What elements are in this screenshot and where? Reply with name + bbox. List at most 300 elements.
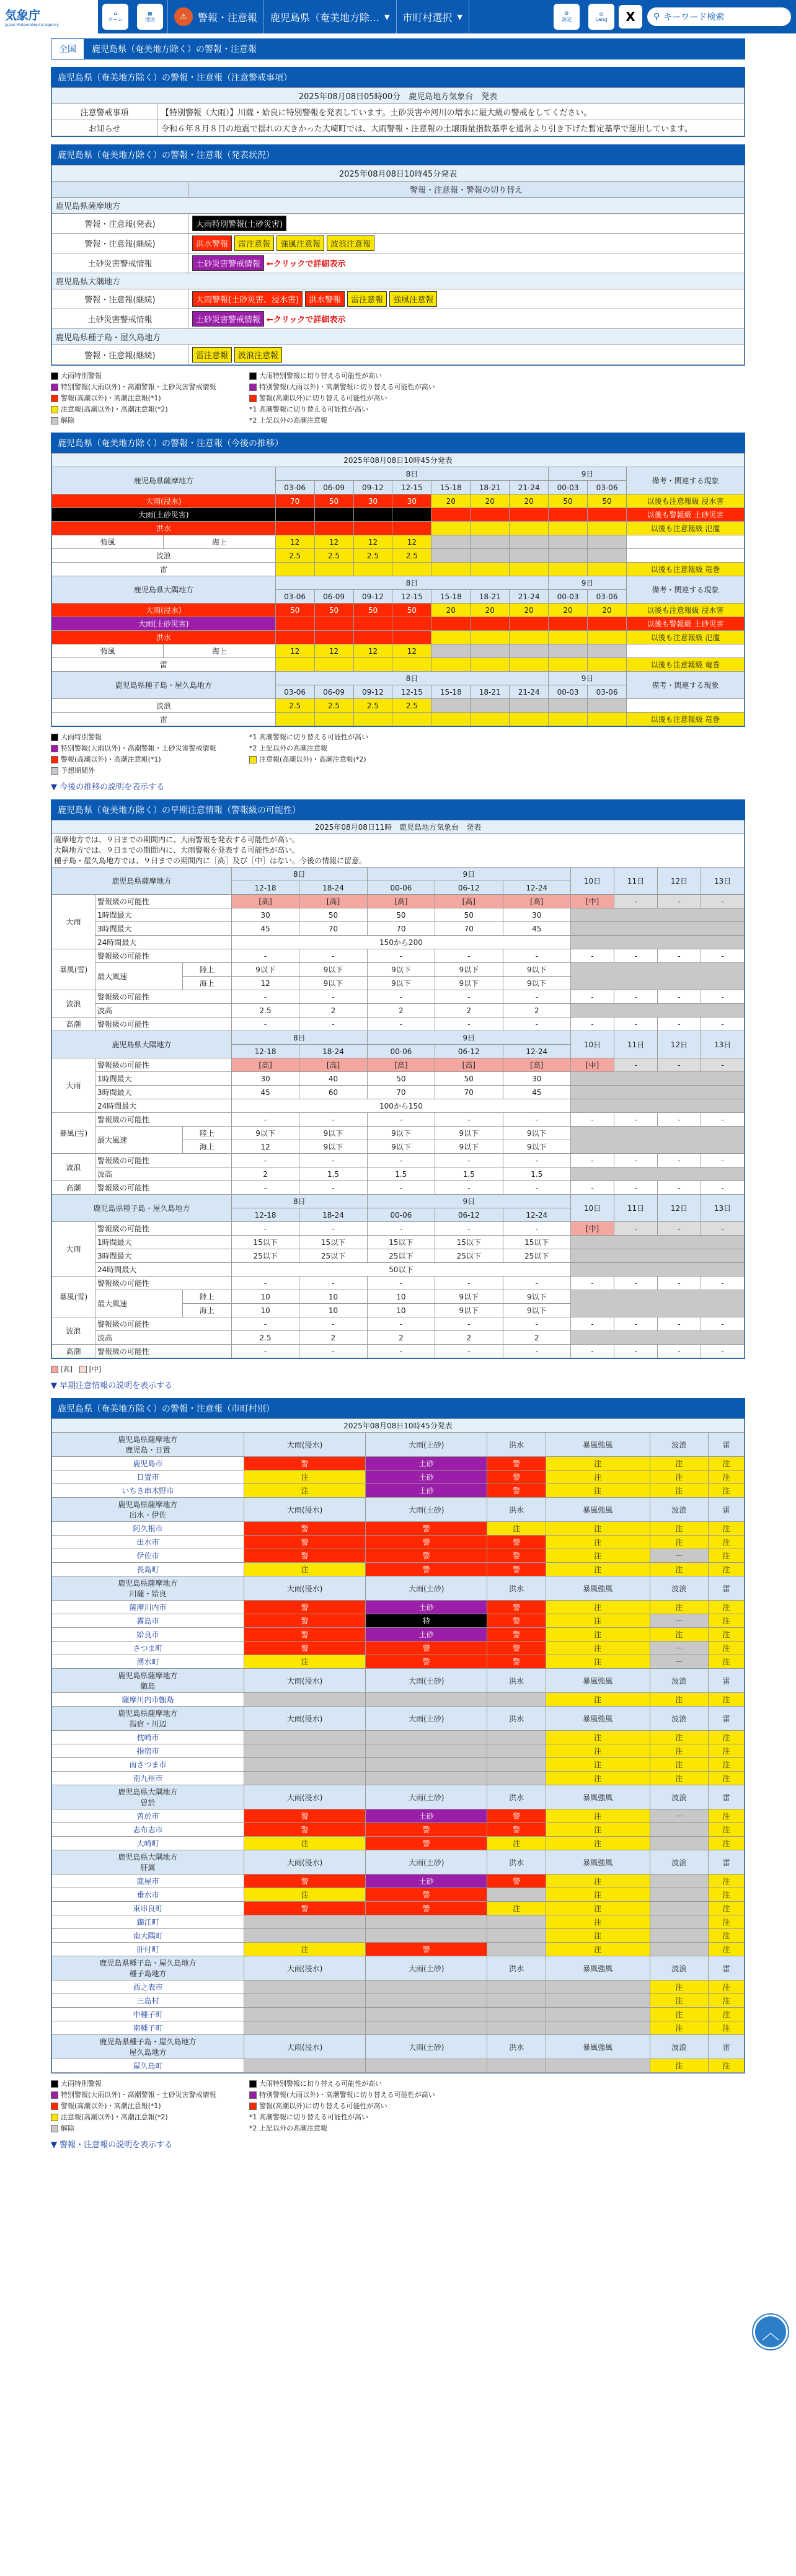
area-head bbox=[52, 1433, 244, 1457]
city-name[interactable] bbox=[52, 1522, 244, 1536]
possibility-cell: - bbox=[435, 1222, 503, 1236]
city-name[interactable] bbox=[52, 1809, 244, 1823]
wind-cell: 9以下 bbox=[435, 1290, 503, 1304]
legend-item bbox=[249, 393, 448, 403]
city-name[interactable] bbox=[52, 1563, 244, 1576]
municipal-status-cell bbox=[244, 1731, 366, 1744]
municipal-status-cell: 注 bbox=[487, 1522, 546, 1536]
forecast-cell: 20 bbox=[431, 604, 471, 617]
city-name[interactable] bbox=[52, 1549, 244, 1563]
possibility-cell: [高] bbox=[299, 895, 367, 908]
forecast-cell bbox=[510, 508, 549, 522]
city-link[interactable]: 姶良市 bbox=[136, 1630, 159, 1639]
tide-label: 高潮 bbox=[52, 1018, 95, 1031]
time-slot: 00-06 bbox=[367, 881, 435, 895]
municipal-status-cell: 注 bbox=[650, 1601, 709, 1614]
forecast-cell bbox=[392, 522, 431, 535]
forecast-cell bbox=[392, 508, 431, 522]
city-link[interactable]: 湧水町 bbox=[136, 1658, 159, 1666]
area-head bbox=[52, 1707, 244, 1731]
info-label: お知らせ bbox=[52, 120, 157, 136]
forecast-cell bbox=[353, 563, 392, 576]
city-name[interactable] bbox=[52, 1470, 244, 1484]
wave-cell: 2 bbox=[367, 1004, 435, 1018]
possibility-cell: - bbox=[503, 1317, 570, 1331]
city-name[interactable] bbox=[52, 1614, 244, 1628]
city-name[interactable] bbox=[52, 1628, 244, 1642]
possibility-cell: - bbox=[299, 1018, 367, 1031]
forecast-cell bbox=[314, 658, 353, 672]
city-link[interactable]: 日置市 bbox=[136, 1473, 159, 1482]
amount-cell: 15以下 bbox=[435, 1236, 503, 1249]
forecast-cell bbox=[353, 631, 392, 644]
municipal-status-cell: 注 bbox=[709, 1693, 745, 1707]
municipal-status-cell: 警 bbox=[366, 1943, 487, 1956]
municipal-status-cell: 警 bbox=[244, 1809, 366, 1823]
city-link[interactable]: 霧島市 bbox=[136, 1617, 159, 1625]
warning-badge[interactable]: 波浪注意報 bbox=[234, 347, 282, 363]
municipal-status-cell: 警 bbox=[366, 1888, 487, 1902]
municipal-status-cell: 警 bbox=[366, 1522, 487, 1536]
municipal-status-cell: 警 bbox=[244, 1536, 366, 1549]
time-slot: 03-06 bbox=[588, 590, 627, 604]
city-name[interactable] bbox=[52, 1731, 244, 1744]
municipal-status-cell: 注 bbox=[709, 1731, 745, 1744]
nav-city-select[interactable]: 市町村選択 ▼ bbox=[396, 0, 469, 33]
time-slot: 03-06 bbox=[588, 481, 627, 495]
municipal-status-cell: 注 bbox=[650, 1457, 709, 1470]
city-name[interactable] bbox=[52, 1980, 244, 1994]
search-input[interactable]: ⚲ キーワード検索 bbox=[647, 7, 791, 26]
city-name[interactable] bbox=[52, 1823, 244, 1837]
city-link[interactable]: 阿久根市 bbox=[133, 1524, 163, 1533]
city-link[interactable]: 大崎町 bbox=[136, 1839, 159, 1848]
warning-badge[interactable]: 洪水警報 bbox=[192, 235, 232, 251]
city-name[interactable] bbox=[52, 1902, 244, 1915]
possibility-cell: - bbox=[658, 1113, 701, 1127]
forecast-cell bbox=[431, 549, 471, 563]
municipal-status-cell: 注 bbox=[709, 1837, 745, 1850]
warning-badge[interactable]: 土砂災害警戒情報 bbox=[192, 311, 264, 327]
warning-badge[interactable]: 雷注意報 bbox=[192, 347, 232, 363]
city-link[interactable]: 南九州市 bbox=[133, 1774, 163, 1783]
warning-badge[interactable]: 大雨警報(土砂災害、浸水害) bbox=[192, 291, 303, 307]
possibility-cell: - bbox=[614, 949, 658, 963]
time-slot: 06-09 bbox=[314, 481, 353, 495]
legend-text: 注意報(高潮以外)・高潮注意報(*2) bbox=[61, 2113, 168, 2121]
municipal-status-cell: 注 bbox=[709, 1522, 745, 1536]
warning-badge[interactable]: 洪水警報 bbox=[305, 291, 345, 307]
possibility-cell: - bbox=[299, 1113, 367, 1127]
city-link[interactable]: 南大隅町 bbox=[133, 1932, 163, 1940]
municipal-status-cell: 警 bbox=[244, 1614, 366, 1628]
possibility-label: 警報級の可能性 bbox=[95, 1181, 232, 1195]
nav-region-select[interactable]: 鹿児島県（奄美地方除… ▼ bbox=[263, 0, 396, 33]
forecast-cell: 12 bbox=[314, 644, 353, 658]
wind-cell: 9以下 bbox=[231, 963, 299, 977]
city-link[interactable]: いちき串木野市 bbox=[122, 1487, 174, 1495]
municipal-status-cell bbox=[650, 1902, 709, 1915]
amount-cell: 45 bbox=[231, 1086, 299, 1099]
possibility-cell: - bbox=[658, 1277, 701, 1290]
forecast-cell bbox=[471, 535, 510, 549]
time-slot: 15-18 bbox=[431, 685, 471, 699]
wind-label: 暴風(雪) bbox=[52, 1277, 95, 1317]
forecast-cell: 12 bbox=[314, 535, 353, 549]
city-link[interactable]: 長島町 bbox=[136, 1565, 159, 1574]
warning-badge[interactable]: 雷注意報 bbox=[347, 291, 387, 307]
forecast-cell bbox=[510, 522, 549, 535]
city-name[interactable] bbox=[52, 1929, 244, 1943]
forecast-cell: 20 bbox=[510, 495, 549, 508]
city-link[interactable]: 南種子町 bbox=[133, 2024, 163, 2033]
municipal-status-cell: 注 bbox=[244, 1888, 366, 1902]
legend-swatch bbox=[51, 2125, 58, 2132]
empty-cell bbox=[571, 1004, 745, 1018]
possibility-label: 警報級の可能性 bbox=[95, 1058, 232, 1072]
municipal-status-cell: 注 bbox=[546, 1457, 650, 1470]
city-name[interactable] bbox=[52, 1772, 244, 1785]
city-name[interactable] bbox=[52, 2059, 244, 2073]
municipal-status-cell bbox=[487, 1994, 546, 2008]
forecast-cell bbox=[431, 563, 471, 576]
city-link[interactable]: 錦江町 bbox=[136, 1918, 159, 1927]
municipal-status-cell: 注 bbox=[709, 1614, 745, 1628]
possibility-cell: - bbox=[701, 1277, 745, 1290]
forecast-cell bbox=[431, 508, 471, 522]
possibility-cell: - bbox=[571, 1154, 614, 1167]
possibility-cell: - bbox=[231, 1317, 299, 1331]
municipal-status-cell: － bbox=[650, 1549, 709, 1563]
city-name[interactable] bbox=[52, 1484, 244, 1498]
city-link[interactable]: 枕崎市 bbox=[136, 1733, 159, 1742]
city-name[interactable] bbox=[52, 1642, 244, 1655]
city-name[interactable] bbox=[52, 1457, 244, 1470]
city-name[interactable] bbox=[52, 2021, 244, 2035]
map-button[interactable]: ▦ 地図 bbox=[133, 0, 167, 33]
status-items bbox=[188, 253, 745, 273]
time-slot: 03-06 bbox=[275, 685, 314, 699]
status-items bbox=[188, 289, 745, 309]
phenomenon-col-head: 雷 bbox=[709, 1785, 745, 1809]
legend-text: 予想期間外 bbox=[61, 767, 95, 775]
city-name[interactable] bbox=[52, 1994, 244, 2008]
forecast-note bbox=[627, 549, 745, 563]
phenomenon-col-head: 大雨(土砂) bbox=[366, 2035, 487, 2059]
possibility-cell: - bbox=[435, 990, 503, 1004]
possibility-cell: - bbox=[435, 1181, 503, 1195]
wind-label: 暴風(雪) bbox=[52, 949, 95, 990]
warning-badge[interactable]: 土砂災害警戒情報 bbox=[192, 255, 264, 271]
municipal-status-cell: 注 bbox=[546, 1902, 650, 1915]
city-link[interactable]: 出水市 bbox=[136, 1538, 159, 1547]
legend-item bbox=[51, 2112, 249, 2122]
forecast-cell bbox=[275, 713, 314, 726]
city-name[interactable] bbox=[52, 1888, 244, 1902]
municipal-status-cell: 注 bbox=[546, 1642, 650, 1655]
municipal-status-cell bbox=[366, 1744, 487, 1758]
municipal-status-cell: 警 bbox=[487, 1457, 546, 1470]
legend-swatch bbox=[51, 384, 58, 391]
day-8-head: 8日 bbox=[275, 672, 548, 685]
phenomenon-col-head: 雷 bbox=[709, 1956, 745, 1980]
time-slot: 12-24 bbox=[503, 881, 570, 895]
map-icon: ▦ bbox=[148, 11, 153, 16]
municipal-status-cell: 注 bbox=[546, 1837, 650, 1850]
time-slot: 12-15 bbox=[392, 590, 431, 604]
sub-label: 海上 bbox=[164, 644, 275, 658]
possibility-cell: - bbox=[435, 1113, 503, 1127]
section-title: 鹿児島県（奄美地方除く）の警報・注意報（発表状況） bbox=[51, 145, 745, 165]
city-link[interactable]: 肝付町 bbox=[136, 1945, 159, 1954]
legend-swatch bbox=[51, 767, 58, 775]
day-head: 11日 bbox=[614, 1031, 658, 1058]
possibility-cell: - bbox=[367, 1154, 435, 1167]
city-name[interactable] bbox=[52, 1655, 244, 1669]
day-head: 13日 bbox=[701, 1195, 745, 1222]
possibility-cell: [高] bbox=[299, 1058, 367, 1072]
time-slot: 12-18 bbox=[231, 1045, 299, 1058]
forecast-cell bbox=[275, 522, 314, 535]
municipal-status-cell: 土砂 bbox=[366, 1601, 487, 1614]
day-head: 11日 bbox=[614, 1195, 658, 1222]
possibility-cell: - bbox=[503, 1018, 570, 1031]
section-title: 鹿児島県（奄美地方除く）の警報・注意報（注意警戒事項） bbox=[51, 68, 745, 87]
possibility-cell: - bbox=[658, 1222, 701, 1236]
city-name[interactable] bbox=[52, 1744, 244, 1758]
municipal-status-cell: 警 bbox=[366, 1536, 487, 1549]
phenomenon-col-head: 洪水 bbox=[487, 1498, 546, 1522]
legend-text: 警報(高潮以外)・高潮注意報(*1) bbox=[61, 755, 161, 763]
municipal-status-cell bbox=[650, 1875, 709, 1888]
legend-text: 特別警報(大雨以外)・高潮警報・土砂災害警戒情報 bbox=[61, 744, 216, 752]
city-link[interactable]: 指宿市 bbox=[136, 1747, 159, 1756]
possibility-cell: - bbox=[658, 895, 701, 908]
municipal-status-cell: 警 bbox=[487, 1549, 546, 1563]
forecast-cell bbox=[471, 644, 510, 658]
legend-swatch bbox=[249, 384, 257, 391]
warning-badge[interactable]: 強風注意報 bbox=[276, 235, 324, 251]
forecast-cell bbox=[549, 658, 588, 672]
city-name[interactable] bbox=[52, 1758, 244, 1772]
wave-label: 波浪 bbox=[52, 990, 95, 1018]
municipal-status-cell: 注 bbox=[546, 1758, 650, 1772]
municipal-status-cell bbox=[366, 1929, 487, 1943]
municipal-status-cell: 注 bbox=[546, 1484, 650, 1498]
municipal-status-cell: 土砂 bbox=[366, 1470, 487, 1484]
amount-cell: 15以下 bbox=[503, 1236, 570, 1249]
municipal-status-cell bbox=[546, 2008, 650, 2021]
city-link[interactable]: 鹿児島市 bbox=[133, 1459, 163, 1468]
wind-cell: 9以下 bbox=[299, 977, 367, 990]
wave-cell: 1.5 bbox=[367, 1167, 435, 1181]
wind-cell: 9以下 bbox=[435, 977, 503, 990]
phenomenon-col-head: 大雨(土砂) bbox=[366, 1850, 487, 1875]
municipal-status-cell bbox=[244, 2059, 366, 2073]
possibility-cell: [高] bbox=[503, 1058, 570, 1072]
forecast-cell: 2.5 bbox=[392, 549, 431, 563]
breadcrumb-current: 鹿児島県（奄美地方除く）の警報・注意報 bbox=[92, 45, 257, 55]
municipal-status-cell: 注 bbox=[244, 1563, 366, 1576]
legend-text: 大雨特別警報 bbox=[61, 733, 102, 741]
municipal-status-cell: 注 bbox=[244, 1655, 366, 1669]
municipal-status-cell: 警 bbox=[487, 1614, 546, 1628]
forecast-cell: 2.5 bbox=[392, 699, 431, 713]
legend-item bbox=[249, 371, 448, 380]
legend-item bbox=[51, 415, 249, 425]
municipal-status-cell bbox=[366, 1980, 487, 1994]
city-link[interactable]: 南さつま市 bbox=[129, 1761, 167, 1769]
day-9-head: 9日 bbox=[367, 1195, 570, 1208]
municipal-status-cell: 注 bbox=[709, 1655, 745, 1669]
city-name[interactable] bbox=[52, 1875, 244, 1888]
wind-cell: 9以下 bbox=[367, 1127, 435, 1140]
legend-item bbox=[249, 2078, 448, 2088]
amount-cell: 45 bbox=[503, 1086, 570, 1099]
amount-label: 3時間最大 bbox=[95, 922, 232, 936]
phenomenon-col-head: 波浪 bbox=[650, 1707, 709, 1731]
jma-logo[interactable] bbox=[0, 0, 98, 33]
municipal-status-cell bbox=[546, 2059, 650, 2073]
city-link[interactable]: 曽於市 bbox=[136, 1812, 159, 1821]
municipal-status-cell: 注 bbox=[709, 1980, 745, 1994]
forecast-explain-link[interactable]: ▼ 今後の推移の説明を表示する bbox=[51, 783, 165, 792]
forecast-cell bbox=[588, 631, 627, 644]
phenomenon-col-head: 洪水 bbox=[487, 1669, 546, 1693]
city-link[interactable]: 東串良町 bbox=[133, 1904, 163, 1913]
forecast-cell: 30 bbox=[353, 495, 392, 508]
legend-item bbox=[51, 2123, 249, 2133]
city-name[interactable] bbox=[52, 1693, 244, 1707]
wind-cell: 9以下 bbox=[435, 963, 503, 977]
legend-swatch bbox=[51, 372, 58, 380]
possibility-cell: [高] bbox=[367, 895, 435, 908]
city-link[interactable]: 中種子町 bbox=[133, 2010, 163, 2019]
city-link[interactable]: 垂水市 bbox=[136, 1891, 159, 1899]
gear-icon: ⚙ bbox=[564, 11, 569, 16]
municipal-status-cell: 注 bbox=[244, 1837, 366, 1850]
possibility-label: 警報級の可能性 bbox=[95, 1018, 232, 1031]
forecast-cell bbox=[392, 713, 431, 726]
issued-time: 2025年08月08日10時45分発表 bbox=[52, 1419, 745, 1433]
language-button[interactable]: ◎ Lang bbox=[584, 0, 619, 33]
x-social-icon[interactable]: X bbox=[619, 5, 642, 29]
city-name[interactable] bbox=[52, 1943, 244, 1956]
warning-badge[interactable]: 波浪注意報 bbox=[327, 235, 374, 251]
city-name[interactable] bbox=[52, 1536, 244, 1549]
possibility-cell: - bbox=[701, 1222, 745, 1236]
wind-cell: 10 bbox=[231, 1304, 299, 1317]
forecast-cell bbox=[549, 631, 588, 644]
city-link[interactable]: 鹿屋市 bbox=[136, 1877, 159, 1886]
wave-height-label: 波高 bbox=[95, 1331, 232, 1345]
city-name[interactable] bbox=[52, 1601, 244, 1614]
forecast-cell bbox=[471, 699, 510, 713]
status-row-label: 警報・注意報(継続) bbox=[52, 289, 188, 309]
city-name[interactable] bbox=[52, 1837, 244, 1850]
wind-cell: 9以下 bbox=[435, 1127, 503, 1140]
city-link[interactable]: 薩摩川内市 bbox=[129, 1603, 167, 1612]
possibility-label: 警報級の可能性 bbox=[95, 1222, 232, 1236]
breadcrumb-national[interactable]: 全国 bbox=[51, 38, 84, 59]
forecast-cell bbox=[510, 644, 549, 658]
wave-cell: 2 bbox=[367, 1331, 435, 1345]
city-link[interactable]: 志布志市 bbox=[133, 1826, 163, 1834]
city-link[interactable]: 西之表市 bbox=[133, 1983, 163, 1992]
municipal-status-cell: 注 bbox=[709, 1929, 745, 1943]
possibility-cell: - bbox=[503, 990, 570, 1004]
municipal-status-cell bbox=[487, 1929, 546, 1943]
municipal-status-cell: 注 bbox=[546, 1563, 650, 1576]
possibility-cell: - bbox=[231, 1154, 299, 1167]
possibility-cell: - bbox=[299, 1277, 367, 1290]
possibility-cell: - bbox=[701, 1317, 745, 1331]
forecast-cell bbox=[510, 549, 549, 563]
possibility-cell: [中] bbox=[571, 1222, 614, 1236]
warning-badge[interactable]: 大雨特別警報(土砂災害) bbox=[192, 216, 286, 231]
forecast-cell bbox=[431, 644, 471, 658]
city-link[interactable]: 三島村 bbox=[136, 1997, 159, 2005]
phenomenon-col-head: 波浪 bbox=[650, 1669, 709, 1693]
phenomenon-col-head: 暴風強風 bbox=[546, 1956, 650, 1980]
municipal-status-cell: 注 bbox=[650, 1536, 709, 1549]
forecast-cell bbox=[510, 713, 549, 726]
legend-text: 警報(高潮以外)・高潮注意報(*1) bbox=[61, 2102, 161, 2110]
notice-label: 注意警戒事項 bbox=[52, 104, 157, 120]
tide-label: 高潮 bbox=[52, 1345, 95, 1358]
phenomenon-label: 波浪 bbox=[52, 549, 276, 563]
warning-explain-link[interactable]: ▼ 警報・注意報の説明を表示する bbox=[51, 2140, 173, 2150]
city-name[interactable] bbox=[52, 1915, 244, 1929]
land-label: 陸上 bbox=[182, 1127, 231, 1140]
early-explain-link[interactable]: ▼ 早期注意情報の説明を表示する bbox=[51, 1381, 173, 1391]
warning-badge[interactable]: 強風注意報 bbox=[389, 291, 437, 307]
city-link[interactable]: さつま町 bbox=[133, 1644, 163, 1653]
forecast-cell bbox=[314, 631, 353, 644]
settings-button[interactable]: ⚙ 設定 bbox=[549, 0, 584, 33]
forecast-cell: 50 bbox=[588, 495, 627, 508]
municipal-status-cell: 警 bbox=[366, 1823, 487, 1837]
page-top-button[interactable] bbox=[753, 2314, 788, 2349]
wave-cell: 2.5 bbox=[231, 1004, 299, 1018]
municipal-status-cell: 注 bbox=[709, 1549, 745, 1563]
municipal-status-cell: 警 bbox=[487, 1655, 546, 1669]
time-slot: 12-24 bbox=[503, 1208, 570, 1222]
wind-cell: 10 bbox=[299, 1290, 367, 1304]
home-button[interactable]: ⌂ ホーム bbox=[98, 0, 133, 33]
phenomenon-col-head: 波浪 bbox=[650, 2035, 709, 2059]
city-link[interactable]: 伊佐市 bbox=[136, 1552, 159, 1560]
legend-swatch bbox=[51, 395, 58, 402]
forecast-note: 以後も警報級 土砂災害 bbox=[627, 617, 745, 631]
forecast-cell: 2.5 bbox=[275, 699, 314, 713]
forecast-cell bbox=[588, 508, 627, 522]
status-row-label: 土砂災害警戒情報 bbox=[52, 253, 188, 273]
city-name[interactable] bbox=[52, 2008, 244, 2021]
city-link[interactable]: 薩摩川内市甑島 bbox=[122, 1695, 174, 1704]
nav-warnings[interactable]: ⚠ 警報・注意報 bbox=[167, 0, 263, 33]
warning-badge[interactable]: 雷注意報 bbox=[234, 235, 274, 251]
municipal-status-cell bbox=[366, 1772, 487, 1785]
forecast-cell bbox=[314, 713, 353, 726]
municipal-status-cell bbox=[244, 1980, 366, 1994]
city-link[interactable]: 屋久島町 bbox=[133, 2062, 163, 2070]
forecast-note: 以後も注意報級 氾濫 bbox=[627, 631, 745, 644]
area-head-line: 屋久島地方 bbox=[129, 2048, 167, 2057]
wave-cell: 2 bbox=[299, 1004, 367, 1018]
possibility-cell: - bbox=[367, 1222, 435, 1236]
section-title: 鹿児島県（奄美地方除く）の警報・注意報（市町村別） bbox=[51, 1399, 745, 1418]
